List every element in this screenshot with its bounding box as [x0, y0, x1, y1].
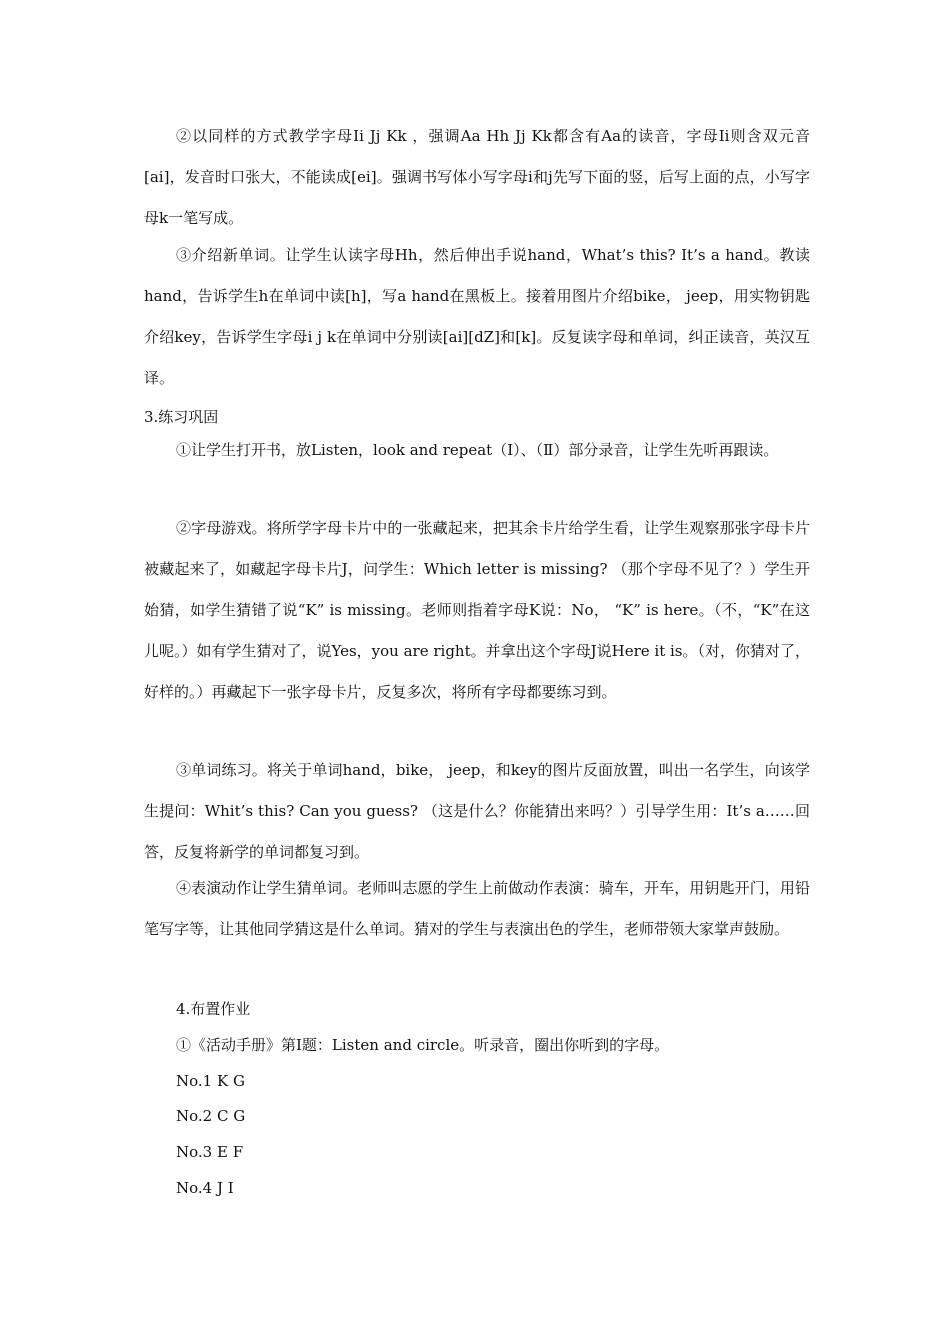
- paragraph-letters-ijk: ②以同样的方式教学字母Ii Jj Kk ，强调Aa Hh Jj Kk都含有Aa的读音，字母Ii则含双元音[ai]，发音时口张大，不能读成[ei]。强调书写体小写字母i和j先写下面的竖，后写上面的点，小写字母k一笔写成。: [144, 127, 810, 227]
- paragraph-word-practice: ③单词练习。将关于单词hand，bike， jeep，和key的图片反面放置，叫出一名学生，向该学生提问：Whit’s this? Can you guess? （这是什么？你能猜出来吗？）引导学生用：It’s a……回答，反复将新学的单词都复习到。: [144, 761, 810, 861]
- paragraph-new-words: ③介绍新单词。让学生认读字母Hh，然后伸出手说hand，What’s this? It’s a hand。教读hand，告诉学生h在单词中读[h]，写a hand在黑板上。接着用图片介绍bike， jeep，用实物钥匙介绍key，告诉学生字母i j k在单词中分别读[ai][dZ]和[k]。反复读字母和单词，纠正读音，英汉互译。: [144, 246, 810, 387]
- paragraph-act-guess: ④表演动作让学生猜单词。老师叫志愿的学生上前做动作表演：骑车，开车，用钥匙开门，用铅笔写字等，让其他同学猜这是什么单词。猜对的学生与表演出色的学生，老师带领大家掌声鼓励。: [144, 879, 810, 938]
- list-item-no4: No.4 J I: [176, 1179, 234, 1197]
- list-item-no2: No.2 C G: [176, 1107, 246, 1125]
- paragraph-letter-game: ②字母游戏。将所学字母卡片中的一张藏起来，把其余卡片给学生看，让学生观察那张字母卡片被藏起来了，如藏起字母卡片J，问学生：Which letter is missing? （那个字母不见了？）学生开始猜，如学生猜错了说“K” is missing。老师则指着字母K说：No， “K” is here。（不，“K”在这儿呢。）如有学生猜对了，说Yes，you are right。并拿出这个字母J说Here it is。（对，你猜对了，好样的。）再藏起下一张字母卡片，反复多次，将所有字母都要练习到。: [144, 519, 811, 701]
- heading-practice: 3.练习巩固: [144, 408, 219, 426]
- homework-item-1: ①《活动手册》第Ⅰ题：Listen and circle。听录音，圈出你听到的字母。: [176, 1036, 670, 1054]
- paragraph-listen-repeat: ①让学生打开书，放Listen，look and repeat（Ⅰ）、（Ⅱ）部分录音，让学生先听再跟读。: [176, 441, 779, 459]
- list-item-no3: No.3 E F: [176, 1143, 244, 1161]
- heading-homework: 4.布置作业: [176, 1000, 251, 1018]
- list-item-no1: No.1 K G: [176, 1072, 245, 1090]
